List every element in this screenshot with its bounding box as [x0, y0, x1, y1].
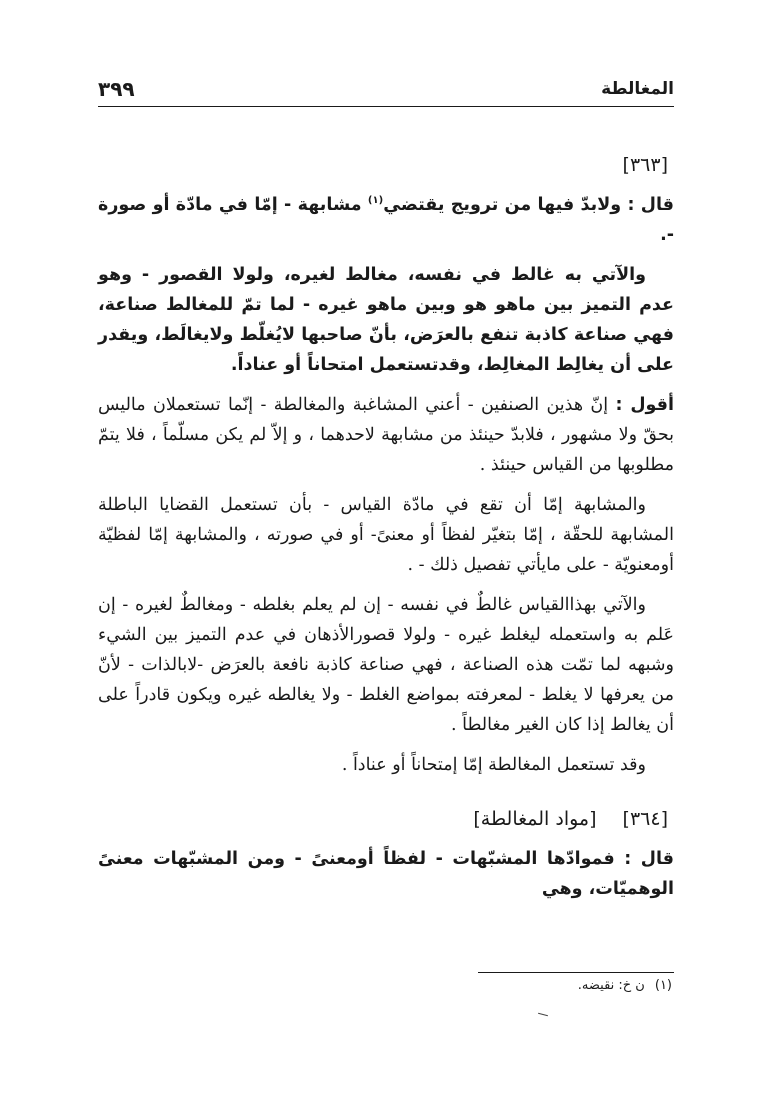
section-number: [٣٦٤]	[622, 808, 668, 830]
footnote	[578, 978, 672, 993]
matn-paragraph-1	[98, 190, 674, 250]
section-gap	[98, 790, 674, 804]
stray-print-mark	[538, 1013, 548, 1016]
sharh-paragraph-2: والمشابهة إمّا أن تقع في مادّة القياس - بأن تستعمل القضايا الباطلة المشابهة للحقّة ، إمّا بتغيّر لفظاً أو معنىً- أو في صورته ، والمشابهة إمّا لفظيّة أومعنويّة - على مايأتي تفصيل ذلك - .	[98, 495, 674, 575]
matn-paragraph-2: والآتي به غالط في نفسه، مغالط لغيره، ولولا القصور - وهو عدم التميز بين ماهو هو وبين ماهو غيره - لما تمّ للمغالط صناعة، فهي صناعة كاذبة تنفع بالعرَض، بأنّ صاحبها لايُغلّط ولايغالَط، ويقدر على أن يغالِط المغالِط، وقدتستعمل امتحاناً أو عناداً.	[98, 265, 674, 375]
section-title: [مواد المغالطة]	[473, 808, 597, 830]
running-head	[98, 72, 674, 106]
section-number: [٣٦٣]	[622, 154, 668, 176]
page-number: ٣٩٩	[98, 77, 135, 101]
matn-text: فموادّها المشبّهات - لفظاً أومعنىً - ومن المشبّهات معنىً الوهميّات، وهي	[98, 849, 674, 899]
aqulu-lead: أقول :	[615, 395, 674, 415]
section-number-363	[98, 150, 668, 180]
header-rule	[98, 106, 674, 107]
qala-lead: قال :	[627, 195, 675, 215]
sharh-paragraph-1	[98, 390, 674, 480]
running-title: المغالطة	[601, 79, 674, 99]
footnote-separator	[478, 972, 674, 973]
section-number-364	[98, 804, 668, 834]
sharh-text: إنّ هذين الصنفين - أعني المشاغبة والمغالطة - إنّما تستعملان ماليس بحقّ ولا مشهور ، فلابدّ حينئذ من مشابهة لاحدهما ، و إلاّ لم يكن مسلّماً ، فلا يتمّ مطلوبها من القياس حينئذ .	[98, 395, 674, 475]
matn-text: ولابدّ فيها من ترويج يقتضي	[383, 195, 628, 215]
footnote-text: ن خ: نقيضه.	[577, 978, 645, 993]
sharh-paragraph-3: والآتي بهذاالقياس غالطٌ في نفسه - إن لم يعلم بغلطه - ومغالطٌ لغيره - إن عَلم به واستعمله ليغلط غيره - ولولا قصورالأذهان في عدم التميز بين الشيء وشبهه لما تمّت هذه الصناعة ، فهي صناعة كاذبة نافعة بالعرَض -لابالذات - لأنّ من يعرفها لا يغلط - لمعرفته بمواضع الغلط - ولا يغالطه غيره ويكون قادراً على أن يغالط إذا كان الغير مغالطاً .	[98, 595, 674, 735]
matn-text-after: مشابهة - إمّا في مادّة أو صورة -.	[98, 195, 674, 245]
footnote-reference[interactable]: (١)	[367, 195, 384, 207]
page-body	[98, 150, 674, 914]
footnote-number: (١)	[654, 978, 672, 993]
sharh-paragraph-4: وقد تستعمل المغالطة إمّا إمتحاناً أو عناداً .	[341, 755, 646, 775]
qala-lead: قال :	[624, 849, 675, 869]
matn-paragraph-364	[98, 844, 674, 904]
